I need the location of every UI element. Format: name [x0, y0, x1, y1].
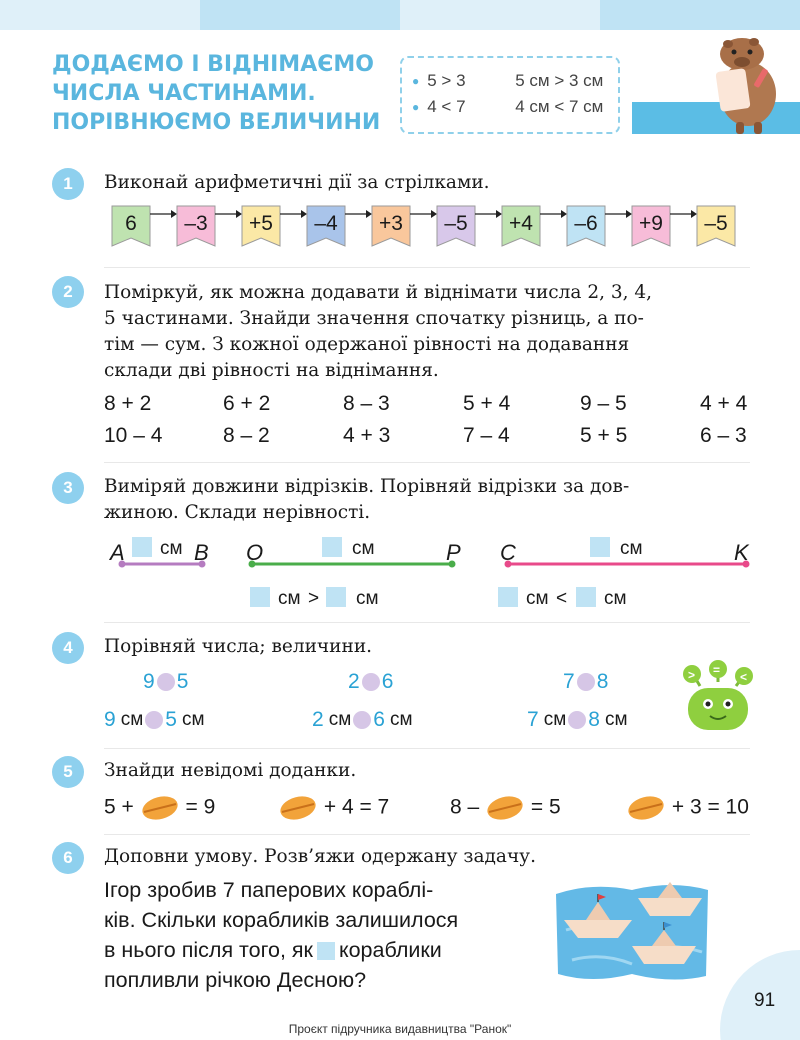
bullet-icon: ● — [412, 100, 420, 114]
story-line — [104, 935, 524, 965]
flag-label: –6 — [574, 212, 598, 235]
top-bar-segment — [400, 0, 600, 30]
compare-number: 5 — [165, 708, 177, 731]
number-comparison — [563, 670, 608, 694]
leaf-icon[interactable] — [485, 794, 525, 822]
equation-part: 5 + — [104, 795, 134, 819]
task-2-text — [104, 280, 652, 384]
equation-part: + 3 = 10 — [671, 795, 749, 819]
unit-label: см — [389, 709, 413, 730]
equation-part: + 4 = 7 — [323, 795, 390, 819]
equation — [450, 794, 561, 822]
example-right: 4 см < 7 см — [515, 97, 604, 116]
compare-number: 8 — [596, 670, 609, 693]
equation-part: = 9 — [185, 795, 216, 819]
point-label: C — [500, 540, 516, 565]
number-comparison — [348, 670, 393, 694]
expression: 4 + 3 — [343, 424, 391, 447]
expression: 5 + 5 — [580, 424, 628, 447]
answer-box[interactable] — [326, 587, 346, 607]
unit-label: см — [526, 588, 549, 609]
compare-number: 6 — [373, 708, 385, 731]
point-label: P — [446, 540, 461, 565]
expression: 9 – 5 — [580, 392, 627, 415]
value-comparison — [312, 708, 413, 732]
answer-box[interactable] — [590, 537, 610, 557]
answer-box[interactable] — [498, 587, 518, 607]
story-line: Ігор зробив 7 паперових кораблі- — [104, 878, 434, 902]
unit-label: см — [120, 709, 144, 730]
leaf-icon[interactable] — [626, 794, 666, 822]
compare-number: 7 — [527, 708, 539, 731]
unit-label: см — [356, 588, 379, 609]
flag-label: 6 — [125, 212, 137, 235]
unit-label: см — [352, 538, 375, 559]
value-comparison — [527, 708, 628, 732]
example-left: 4 < 7 — [427, 97, 466, 116]
task-line: Поміркуй, як можна додавати й віднімати числа 2, 3, 4, — [104, 282, 653, 303]
unit-label: см — [278, 588, 301, 609]
point-label: A — [110, 540, 125, 565]
svg-text:<: < — [740, 670, 748, 684]
example-row — [412, 94, 608, 120]
task-number: 1 — [52, 168, 84, 200]
compare-circle[interactable] — [353, 711, 371, 729]
top-bar-segment — [200, 0, 400, 30]
expression: 10 – 4 — [104, 424, 163, 447]
expression: 7 – 4 — [463, 424, 510, 447]
equation — [626, 794, 749, 822]
task-6-text: Доповни умову. Розв’яжи одержану задачу. — [104, 846, 536, 867]
top-bar-segment — [0, 0, 200, 30]
story-line: попливли річкою Десною? — [104, 968, 367, 992]
task-3-text — [104, 474, 629, 526]
expression: 6 + 2 — [223, 392, 271, 415]
task-number: 6 — [52, 842, 84, 874]
equation-part: 8 – — [450, 795, 480, 819]
expression: 6 – 3 — [700, 424, 747, 447]
top-bar-segment — [600, 0, 800, 30]
footer-note: Проєкт підручника видавництва "Ранок" — [288, 1022, 512, 1036]
task-1-text: Виконай арифметичні дії за стрілками. — [104, 172, 490, 193]
value-comparison — [104, 708, 205, 732]
compare-number: 2 — [312, 708, 324, 731]
capybara-mascot-icon — [700, 30, 792, 134]
compare-circle[interactable] — [568, 711, 586, 729]
answer-box[interactable] — [250, 587, 270, 607]
story-part: кораблики — [338, 938, 442, 962]
unit-label: см — [604, 709, 628, 730]
expression: 4 + 4 — [700, 392, 748, 415]
flag-label: +5 — [249, 212, 273, 235]
title-line: ДОДАЄМО І ВІДНІМАЄМО — [52, 52, 374, 77]
unit-label: см — [160, 538, 183, 559]
point-label: K — [734, 540, 749, 565]
expression: 8 – 2 — [223, 424, 270, 447]
point-label: B — [194, 540, 209, 565]
unit-label: см — [543, 709, 567, 730]
flag-label: +3 — [379, 212, 403, 235]
compare-number: 2 — [348, 670, 360, 693]
bullet-icon: ● — [412, 74, 420, 88]
answer-box[interactable] — [132, 537, 152, 557]
compare-circle[interactable] — [577, 673, 595, 691]
unit-label: см — [620, 538, 643, 559]
flag-label: –5 — [444, 212, 468, 235]
task-number: 3 — [52, 472, 84, 504]
unit-label: см — [181, 709, 205, 730]
expression: 5 + 4 — [463, 392, 511, 415]
compare-circle[interactable] — [145, 711, 163, 729]
task-line: склади дві рівності на віднімання. — [104, 360, 439, 381]
divider — [104, 462, 750, 463]
compare-number: 8 — [588, 708, 600, 731]
leaf-icon[interactable] — [140, 794, 180, 822]
equation-part: = 5 — [530, 795, 561, 819]
title-line: ПОРІВНЮЄМО ВЕЛИЧИНИ — [52, 110, 381, 135]
equation — [278, 794, 389, 822]
task-line: Виміряй довжини відрізків. Порівняй відрізки за дов- — [104, 476, 630, 497]
divider — [104, 748, 750, 749]
compare-number: 5 — [176, 670, 189, 693]
expression: 8 + 2 — [104, 392, 152, 415]
divider — [104, 267, 750, 268]
svg-text:>: > — [688, 668, 696, 682]
story-line: ків. Скільки корабликів залишилося — [104, 908, 459, 932]
task-4-text: Порівняй числа; величини. — [104, 636, 373, 657]
word-problem — [104, 875, 524, 995]
task-line: тім — сум. З кожної одержаної рівності на додавання — [104, 334, 630, 355]
divider — [104, 834, 750, 835]
compare-circle[interactable] — [362, 673, 380, 691]
compare-number: 9 — [143, 670, 155, 693]
top-bar — [0, 0, 800, 30]
task-number: 4 — [52, 632, 84, 664]
compare-number: 6 — [381, 670, 394, 693]
unit-label: см — [328, 709, 352, 730]
task-5-text: Знайди невідомі доданки. — [104, 760, 357, 781]
flag-label: –5 — [704, 212, 728, 235]
flag-label: –3 — [184, 212, 208, 235]
unit-label: см — [604, 588, 627, 609]
comparison-monster-icon — [680, 660, 756, 732]
example-left: 5 > 3 — [427, 71, 466, 90]
task-line: жиною. Склади нерівності. — [104, 502, 371, 523]
example-box — [400, 56, 620, 134]
compare-circle[interactable] — [157, 673, 175, 691]
task-line: 5 частинами. Знайди значення спочатку різниць, а по- — [104, 308, 644, 329]
equation — [104, 794, 215, 822]
paper-boats-illustration-icon — [552, 880, 712, 980]
number-comparison — [143, 670, 188, 694]
story-part: в нього після того, як — [104, 938, 313, 962]
divider — [104, 622, 750, 623]
point-label: O — [246, 540, 264, 565]
expression: 8 – 3 — [343, 392, 390, 415]
task-number: 2 — [52, 276, 84, 308]
compare-number: 7 — [563, 670, 575, 693]
compare-number: 9 — [104, 708, 116, 731]
answer-box[interactable] — [317, 942, 335, 960]
page-title — [52, 50, 382, 137]
svg-text:=: = — [713, 663, 721, 677]
example-row — [412, 68, 608, 94]
flag-label: +9 — [639, 212, 663, 235]
task-number: 5 — [52, 756, 84, 788]
comparison-sign: > — [308, 588, 320, 609]
title-line: ЧИСЛА ЧАСТИНАМИ. — [52, 81, 316, 106]
answer-box[interactable] — [322, 537, 342, 557]
page-number: 91 — [754, 990, 776, 1011]
answer-box[interactable] — [576, 587, 596, 607]
flag-label: +4 — [509, 212, 533, 235]
flag-label: –4 — [314, 212, 338, 235]
leaf-icon[interactable] — [278, 794, 318, 822]
comparison-sign: < — [556, 588, 568, 609]
example-right: 5 см > 3 см — [515, 71, 604, 90]
